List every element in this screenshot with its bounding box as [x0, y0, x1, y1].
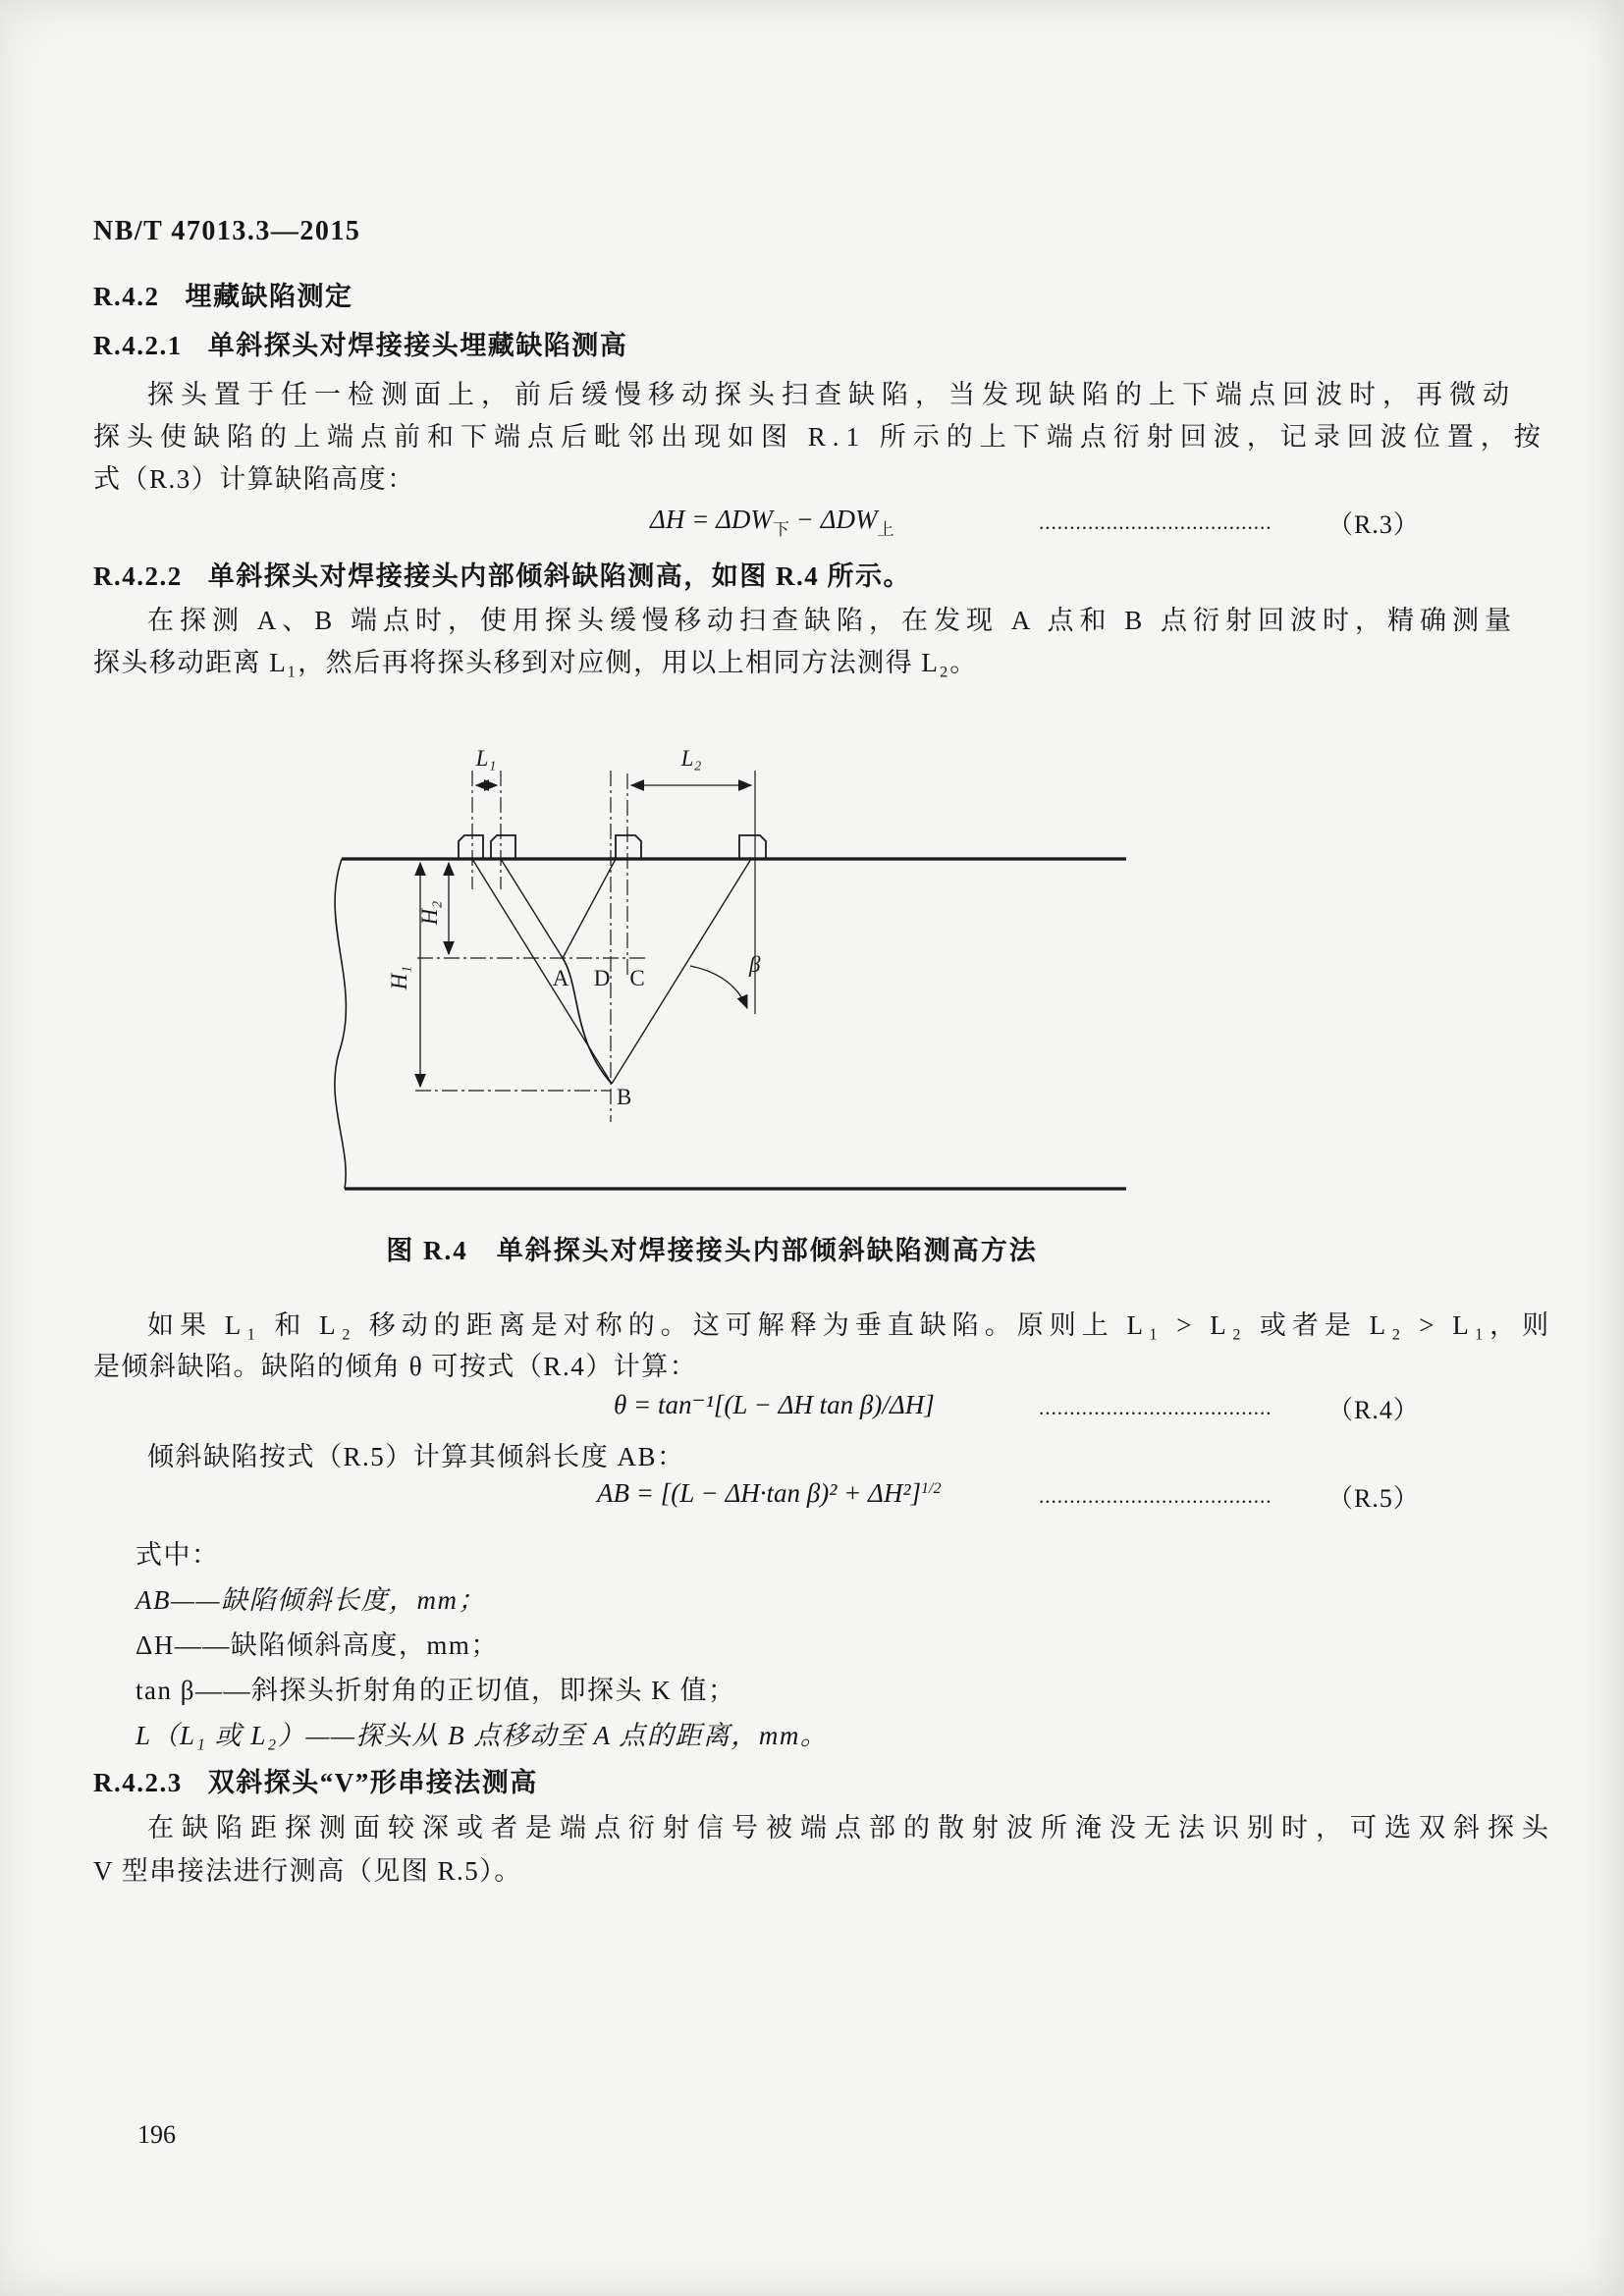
probe-left-2: [491, 835, 515, 859]
section-number: R.4.2.3: [93, 1768, 183, 1797]
page-number: 196: [137, 2120, 176, 2149]
dot-leader: ......................................: [1039, 1484, 1272, 1508]
label-h1: H₁: [387, 965, 411, 990]
paragraph-line: 探头移动距离 L₁，然后再将探头移到对应侧，用以上相同方法测得 L₂。: [93, 648, 978, 677]
formula-subscript: 上: [877, 520, 894, 539]
formula-superscript: 1/2: [921, 1480, 942, 1497]
section-title: 单斜探头对焊接接头内部倾斜缺陷测高，如图 R.4 所示。: [207, 561, 911, 591]
paragraph-line: 在缺陷距探测面较深或者是端点衍射信号被端点部的散射波所淹没无法识别时，可选双斜探头: [147, 1813, 1556, 1842]
label-beta: β: [749, 952, 761, 977]
definition-dh: ΔH——缺陷倾斜高度，mm；: [135, 1630, 499, 1660]
formula-part: − ΔDW: [788, 505, 878, 534]
paragraph-line: 是倾斜缺陷。缺陷的倾角 θ 可按式（R.4）计算：: [93, 1352, 698, 1381]
formula-subscript: 下: [772, 520, 789, 539]
section-title: 单斜探头对焊接接头埋藏缺陷测高: [207, 331, 628, 360]
label-b: B: [617, 1085, 632, 1109]
formula-r5: [597, 1478, 941, 1509]
figure-r4-diagram: [290, 724, 1134, 1230]
formula-number: （R.4）: [1327, 1396, 1420, 1424]
definition-l: L（L₁ 或 L₂）——探头从 B 点移动至 A 点的距离，mm。: [135, 1721, 829, 1750]
section-number: R.4.2: [93, 282, 160, 311]
formula-part: AB = [(L − ΔH·tan β)² + ΔH²]: [597, 1478, 921, 1508]
label-l1: L₁: [475, 746, 497, 771]
section-title: 双斜探头“V”形串接法测高: [207, 1768, 538, 1797]
figure-r4-svg: [290, 724, 1134, 1230]
paragraph-line: V 型串接法进行测高（见图 R.5）。: [93, 1856, 522, 1886]
section-heading-r42: [93, 275, 353, 313]
section-number: R.4.2.2: [93, 561, 183, 591]
dot-leader: ......................................: [1039, 1396, 1272, 1419]
label-l2: L₂: [680, 746, 702, 771]
section-number: R.4.2.1: [93, 331, 183, 360]
definition-tanb: tan β——斜探头折射角的正切值，即探头 K 值；: [135, 1676, 736, 1705]
beam: [501, 859, 563, 958]
probe-right-2: [739, 835, 766, 859]
label-c: C: [629, 966, 645, 990]
formula-number: （R.5）: [1327, 1484, 1420, 1513]
probe-right-1: [616, 835, 641, 859]
label-a: A: [552, 966, 569, 990]
label-h2: H₂: [417, 900, 442, 926]
paragraph-line: 式（R.3）计算缺陷高度：: [93, 464, 415, 494]
beta-arc: [690, 966, 747, 1008]
section-heading-r423: [93, 1761, 538, 1799]
paragraph-line: 在探测 A、B 端点时，使用探头缓慢移动扫查缺陷，在发现 A 点和 B 点衍射回波时，精确测量: [147, 606, 1518, 635]
formula-part: ΔH = ΔDW: [650, 505, 773, 534]
definition-ab: AB——缺陷倾斜长度，mm；: [135, 1585, 486, 1615]
paragraph-line: 探头使缺陷的上端点前和下端点后毗邻出现如图 R.1 所示的上下端点衍射回波，记录回波位置，按: [93, 422, 1547, 452]
break-line: [335, 859, 347, 1189]
beam: [563, 859, 616, 958]
paragraph-line: 探头置于任一检测面上，前后缓慢移动探头扫查缺陷，当发现缺陷的上下端点回波时，再微动: [147, 380, 1516, 409]
label-d: D: [593, 966, 611, 990]
paragraph-line: 如果 L₁ 和 L₂ 移动的距离是对称的。这可解释为垂直缺陷。原则上 L₁ > L₂ 或者是 L₂ > L₁，则: [147, 1310, 1555, 1340]
paragraph-line: 倾斜缺陷按式（R.5）计算其倾斜长度 AB：: [147, 1442, 685, 1471]
dot-leader: ......................................: [1039, 510, 1272, 534]
where-label: 式中：: [135, 1540, 220, 1570]
figure-caption: 图 R.4 单斜探头对焊接接头内部倾斜缺陷测高方法: [386, 1236, 1038, 1265]
section-title: 埋藏缺陷测定: [185, 282, 353, 311]
section-heading-r421: [93, 324, 627, 362]
section-heading-r422: [93, 555, 911, 593]
formula-r3: [650, 505, 894, 539]
document-header: NB/T 47013.3—2015: [93, 216, 361, 246]
formula-r4: θ = tan⁻¹[(L − ΔH tan β)/ΔH]: [614, 1390, 935, 1419]
probe-left-1: [459, 835, 483, 859]
formula-number: （R.3）: [1327, 510, 1420, 539]
